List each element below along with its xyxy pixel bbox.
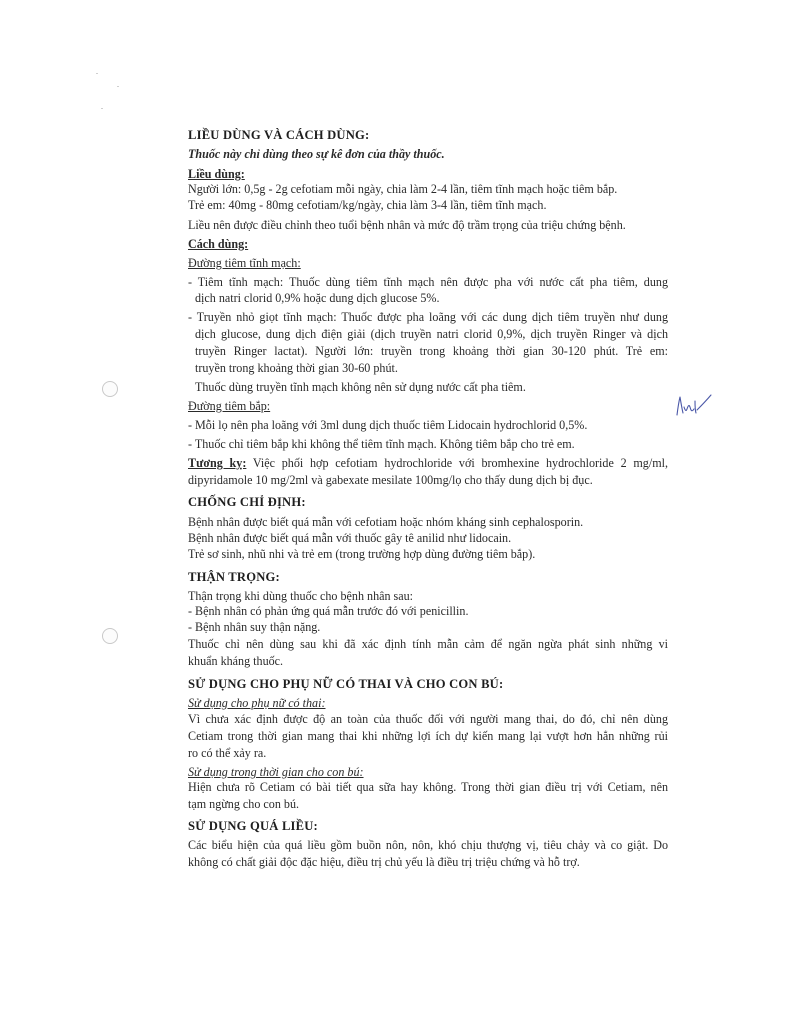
- incompatibility-label: Tương kỵ:: [188, 456, 247, 470]
- dose-child: Trẻ em: 40mg - 80mg cefotiam/kg/ngày, chia làm 3-4 lần, tiêm tĩnh mạch.: [188, 198, 547, 212]
- dose-heading: Liều dùng:: [188, 167, 245, 181]
- section-title-contraindications: CHỐNG CHỈ ĐỊNH:: [188, 495, 306, 509]
- punch-hole-icon: [102, 628, 118, 644]
- punch-hole-icon: [102, 381, 118, 397]
- overdose-line: không có chất giải độc đặc hiệu, điều trị chủ yếu là điều trị triệu chứng và hỗ trợ.: [188, 855, 580, 869]
- pregnancy-line: ro có thể xảy ra.: [188, 746, 267, 760]
- iv-line: dịch glucose, dung dịch điện giải (dịch truyền natri clorid 0,9%, dịch truyền Ringer và dịch: [195, 327, 668, 341]
- iv-line: dịch natri clorid 0,9% hoặc dung dịch glucose 5%.: [195, 291, 440, 305]
- section-title-caution: THẬN TRỌNG:: [188, 570, 280, 584]
- iv-line: - Tiêm tĩnh mạch: Thuốc dùng tiêm tĩnh mạch nên được pha với nước cất pha tiêm, dung: [188, 275, 668, 289]
- iv-line: - Truyền nhỏ giọt tĩnh mạch: Thuốc được pha loãng với các dung dịch tiêm truyền như dung: [188, 310, 668, 324]
- section-title-dosage: LIỀU DÙNG VÀ CÁCH DÙNG:: [188, 128, 370, 142]
- section-title-pregnancy: SỬ DỤNG CHO PHỤ NỮ CÓ THAI VÀ CHO CON BÚ:: [188, 677, 504, 691]
- contraindication-line: Bệnh nhân được biết quá mẫn với thuốc gây tê anilid như lidocain.: [188, 531, 512, 545]
- caution-line: khuẩn kháng thuốc.: [188, 654, 284, 668]
- admin-heading: Cách dùng:: [188, 237, 249, 251]
- pregnancy-line: Cetiam trong thời gian mang thai khi những lợi ích dự kiến mang lại vượt hơn hẳn những rủi: [188, 729, 668, 743]
- handwritten-initials-icon: [673, 393, 713, 417]
- incompatibility-text: Việc phối hợp cefotiam hydrochloride với bromhexine hydrochloride 2 mg/ml,: [246, 456, 668, 470]
- iv-line: truyền Ringer lactat). Người lớn: truyền trong khoảng thời gian 30-120 phút. Trẻ em:: [195, 344, 668, 358]
- contraindication-line: Bệnh nhân được biết quá mẫn với cefotiam hoặc nhóm kháng sinh cephalosporin.: [188, 515, 584, 529]
- im-route-heading: Đường tiêm bắp:: [188, 399, 271, 413]
- overdose-line: Các biểu hiện của quá liều gồm buồn nôn, nôn, khó chịu thượng vị, tiêu chảy và co giật. Do: [188, 838, 668, 852]
- scan-speck: [101, 108, 103, 109]
- im-line: - Mỗi lọ nên pha loãng với 3ml dung dịch thuốc tiêm Lidocain hydrochlorid 0,5%.: [188, 418, 588, 432]
- lactation-line: tạm ngừng cho con bú.: [188, 797, 300, 811]
- dose-adjust: Liều nên được điều chỉnh theo tuổi bệnh nhân và mức độ trầm trọng của triệu chứng bệnh.: [188, 218, 626, 232]
- pregnancy-line: Vì chưa xác định được độ an toàn của thuốc đối với người mang thai, do đó, chỉ nên dùng: [188, 712, 668, 726]
- contraindication-line: Trẻ sơ sinh, nhũ nhi và trẻ em (trong trường hợp dùng đường tiêm bắp).: [188, 547, 536, 561]
- im-line: - Thuốc chỉ tiêm bắp khi không thể tiêm tĩnh mạch. Không tiêm bắp cho trẻ em.: [188, 437, 575, 451]
- iv-line: truyền trong khoảng thời gian 30-60 phút.: [195, 361, 398, 375]
- section-title-overdose: SỬ DỤNG QUÁ LIỀU:: [188, 819, 318, 833]
- caution-line: - Bệnh nhân suy thận nặng.: [188, 620, 321, 634]
- lactation-line: Hiện chưa rõ Cetiam có bài tiết qua sữa hay không. Trong thời gian điều trị với Cetiam, nên: [188, 780, 668, 794]
- dose-adult: Người lớn: 0,5g - 2g cefotiam mỗi ngày, chia làm 2-4 lần, tiêm tĩnh mạch hoặc tiêm bắp.: [188, 182, 618, 196]
- pregnancy-heading: Sử dụng cho phụ nữ có thai:: [188, 696, 326, 710]
- iv-line: Thuốc dùng truyền tĩnh mạch không nên sử dụng nước cất pha tiêm.: [195, 380, 526, 394]
- caution-line: Thận trọng khi dùng thuốc cho bệnh nhân sau:: [188, 589, 414, 603]
- scan-speck: [96, 73, 98, 74]
- incompatibility-line: dipyridamole 10 mg/2ml và gabexate mesilate 100mg/lọ cho thấy dung dịch bị đục.: [188, 473, 593, 487]
- lactation-heading: Sử dụng trong thời gian cho con bú:: [188, 765, 364, 779]
- scan-speck: [117, 86, 119, 87]
- caution-line: Thuốc chỉ nên dùng sau khi đã xác định tính mẫn cảm để ngăn ngừa phát sinh những vi: [188, 637, 668, 651]
- prescription-note: Thuốc này chỉ dùng theo sự kê đơn của thầy thuốc.: [188, 147, 445, 161]
- incompatibility-line: [188, 456, 668, 470]
- iv-route-heading: Đường tiêm tĩnh mạch:: [188, 256, 301, 270]
- caution-line: - Bệnh nhân có phản ứng quá mẫn trước đó với penicillin.: [188, 604, 469, 618]
